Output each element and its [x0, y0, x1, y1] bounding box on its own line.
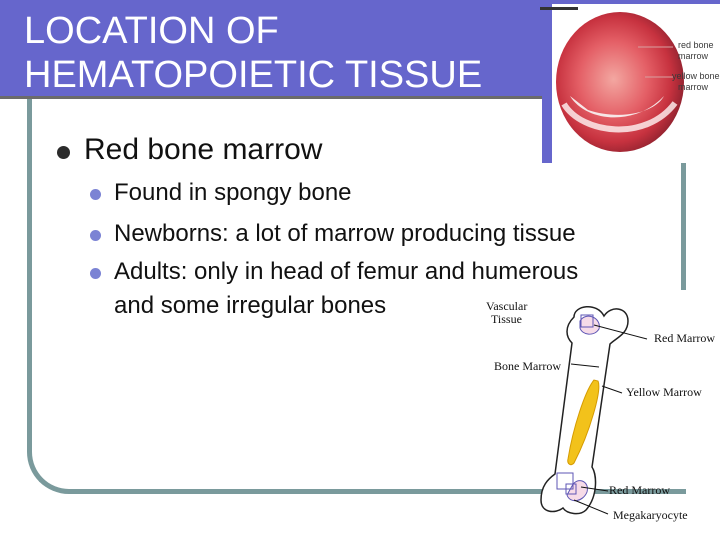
top-dash	[540, 7, 578, 10]
sub-bullet-text-3: Adults: only in head of femur and humerous	[114, 258, 579, 285]
photo-label-yellow-line-2: marrow	[678, 82, 709, 92]
slide-title-line-1: LOCATION OF	[24, 10, 279, 52]
bone-cross-section-photo	[552, 4, 720, 163]
sub-bullet-text-1: Found in spongy bone	[114, 179, 352, 206]
main-bullet-icon	[57, 146, 70, 159]
diagram-label-red-marrow-bottom: Red Marrow	[609, 483, 670, 497]
bone-photo	[552, 4, 720, 163]
bone-diagram-svg	[478, 290, 720, 540]
sub-bullet-text-4: and some irregular bones	[114, 292, 387, 319]
slide-title-line-2: HEMATOPOIETIC TISSUE	[24, 54, 483, 96]
diagram-label-bone-marrow: Bone Marrow	[494, 359, 561, 373]
sub-bullet-icon	[90, 189, 101, 200]
sub-bullet-icon	[90, 230, 101, 241]
diagram-label-megakaryocyte: Megakaryocyte	[613, 508, 688, 522]
bone-diagram	[478, 290, 720, 540]
bullet-main-text: Red bone marrow	[84, 133, 323, 166]
diagram-label-vascular-line-2: Tissue	[491, 312, 522, 326]
sub-bullet-icon	[90, 268, 101, 279]
photo-label-yellow-line-1: yellow bone	[672, 71, 720, 81]
diagram-label-red-marrow-top: Red Marrow	[654, 331, 715, 345]
diagram-label-yellow-marrow: Yellow Marrow	[626, 385, 702, 399]
photo-label-red-line-1: red bone	[678, 40, 714, 50]
diagram-label-vascular-line-1: Vascular	[486, 299, 528, 313]
sub-bullet-text-2: Newborns: a lot of marrow producing tissue	[114, 220, 576, 247]
yellow-marrow-pointer	[602, 386, 622, 393]
slide-frame-right-border	[681, 160, 686, 290]
photo-label-red-line-2: marrow	[678, 51, 709, 61]
